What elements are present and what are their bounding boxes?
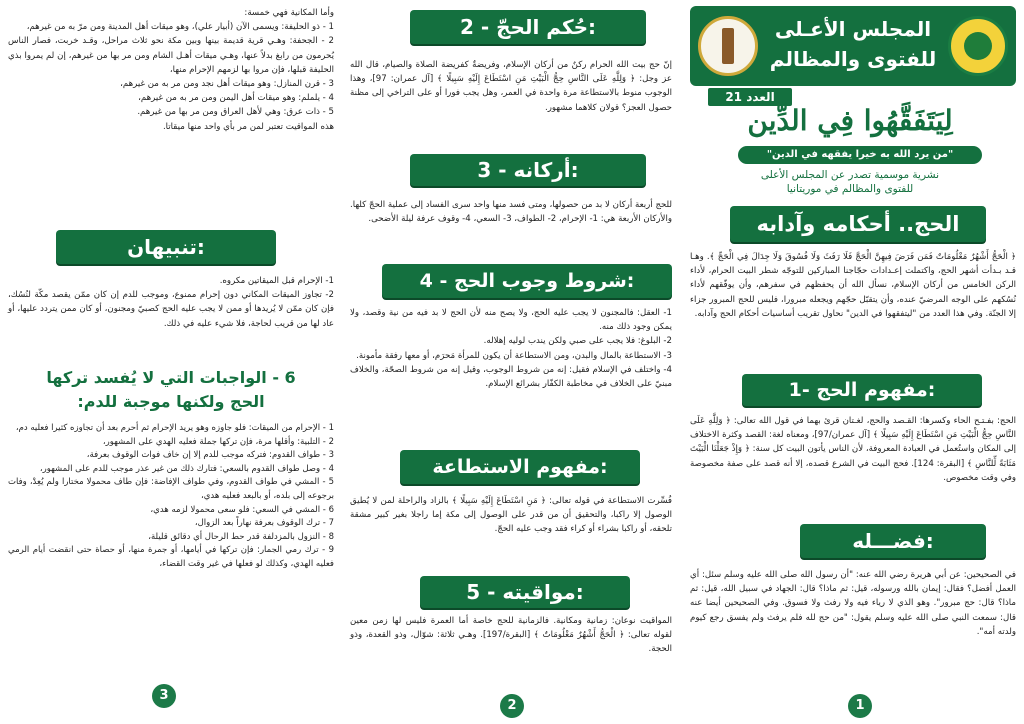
newsletter-subtitle: نشرية موسمية تصدر عن المجلس الأعلى للفتوى والمظالم في موريتانيا — [760, 169, 940, 195]
section-ability-banner: مفهوم الاستطاعة: — [400, 450, 640, 484]
masthead — [690, 6, 1016, 86]
section-pillars-banner: 3 - أركانه: — [410, 154, 646, 186]
issue-badge: العدد 21 — [708, 88, 792, 106]
places-text: وأما المكانية فهي خمسة: 1 - ذو الحليفة: ويسمى الآن (أبيار علي)، وهو ميقات أهل المدينة ومن مرّ به من غيرهم، 2 - الجحفة: وهـي قرية قديمة بينها وبين مكة نحو ثلاث مراحل، وقـد خربت، فصار الناس يُحرمون من رابغ بدلاً عنها، وهـي ميقات أهـل الشام ومن مر بها من غيرهم، إن لم يمروا بذي الحليفة قبلها، فإن مروا بها لزمهم الإحرام منها، 3 - قرن المنازل: وهو ميقات أهل نجد ومن مر به من غيرهم، 4 - يلملم: وهو ميقات أهل اليمن ومن مر به من غيرهم، 5 - ذات عرق: وهي لأهل العراق ومن مر بها من غيرهم. هذه المواقيت تعتبر لمن مر بأي واحد منها ميقاتا. — [8, 8, 334, 132]
pillars-text: للحج أربعة أركان لا بد من حصولها، ومتى فسد منها واحد سرى الفساد إلى عملية الحجّ كلها. والأركان الأربعة هي: 1- الإحرام، 2- الطواف، 3- السعي، 4- وقوف عرفة ليلة الأضحى. — [350, 200, 672, 225]
newsletter-slogan: لِيَتَفَقَّهُوا فِي الدِّين — [747, 104, 953, 137]
list-item: 6 - المشي في السعي: فلو سعى محمولا لزمه هدي، — [150, 504, 334, 515]
section-conditions-banner: 4 - شروط وجوب الحج: — [382, 264, 672, 298]
list-item: 2 - التلبية: وأقلها مرة، فإن تركها جملة فعليه الهدي على المشهور، — [102, 436, 334, 447]
main-title-banner: الحج.. أحكامه وآدابه — [730, 206, 986, 242]
concept-text: الحج: بفـتـح الحاء وكسرها: القـصد والحج، لغـتان قرئ بهما في قول الله تعالى: ﴿ وَلِلَّهِ عَلَى النَّاسِ حِجُّ الْبَيْتِ مَنِ اسْتَطَاعَ إِلَيْهِ سَبِيلًا ﴾ [آل عمران/97]، ومعناه لغة: القصد وكثرة الاختلاف إلى المكان واستُعمل في العبادة المعروفة، لأن الناس يأتون البيت كل سنة: ﴿ وَإِذْ جَعَلْنَا الْبَيْتَ مَثَابَةً لِّلنَّاسِ ﴾ [البقرة: 124]. فحج البيت في الشرع قصده، إلا أنه قصد على صفة مخصوصة وفي وقت مخصوص. — [690, 416, 1016, 483]
section-virtue-banner: فضـــله: — [800, 524, 986, 558]
conditions-text: 1- العقل: فالمجنون لا يجب عليه الحج، ولا يصح منه لأن الحج لا بد فيه من نية وقصد، ولا يمكن وجود ذلك منه. 2- البلوغ: فلا يجب على صبي ولكن يندب لوليه إهلاله. 3- الاستطاعة بالمال والبدن، ومن الاستطاعة أن يكون للمرأة مَحرَم، أو معها رفقة مأمونة. 4- واختلف في الإسلام فقيل: إنه من شروط الوجوب، وقيل إنه من شروط الصحّة، والخلاف مبنيّ على الخلاف في مخاطبة الكفّار بشرائع الإسلام. — [350, 308, 672, 390]
list-item: 3 - طواف القدوم: فتركه موجب للدم إلا إن خاف فوات الوقوف بعرفة، — [86, 450, 334, 461]
section-ruling-banner: 2 - حُكم الحجّ: — [410, 10, 646, 44]
page-number-1: 1 — [848, 694, 872, 718]
notes-text: 1- الإحرام قبل الميقاتين مكروه. 2- تجاوز الميقات المكاني دون إحرام ممنوع، وموجب للدم إن كان ممّن يقصد مكّة لنُسُك، فإن كان ممّن لا يُريدها أو ممن لا يجب عليه الحج كصبيّ ومجنون، أو كان ممن يتردد عليها، أو عاد لها من قريب لحاجة، فلا شيء عليه في ذلك. — [8, 276, 334, 329]
page-number-2: 2 — [500, 694, 524, 718]
list-item: 5 - المشي في طواف القدوم، وفي طواف الإفاضة: فإن طاف محمولا مختارا ولم يُعِدْ، وفات برجوعه إلى بلده، أو بالبعد فعليه هدي، — [8, 477, 334, 501]
council-logo-icon — [698, 16, 758, 76]
list-item: 1 - الإحرام من الميقات: فلو جاوزه وهو يريد الإحرام ثم أحرم بعد أن تجاوزه كثيرا فعليه دم، — [15, 423, 334, 433]
times-text: المواقيت نوعان: زمانية ومكانية. فالزمانية للحج خاصة أما العمرة فليس لها زمن معين لقوله تعالى: ﴿ الْحَجُّ أَشْهُرٌ مَعْلُومَاتٌ ﴾ [البقرة/197]. وهـي ثلاثة: شوّال، وذو القعدة، وذو الحجة. — [350, 616, 672, 655]
masthead-title: المجلس الأعـلى للفتوى والمظالم — [769, 17, 937, 71]
ability-text: فُسِّرت الاستطاعة في قوله تعالى: ﴿ مَنِ اسْتَطَاعَ إِلَيْهِ سَبِيلًا ﴾ بالزاد والراحلة لمن لا يُطيق الوصول إلا راكبا، والتحقيق أن من قدر على الوصول إلى مكة إما راجلا بغير كبير مشقة تلحقه، أو راكبا بشراء أو كراء فقد وجب عليه الحجّ. — [350, 496, 672, 535]
list-item: 4 - وصل طواف القدوم بالسعي: فتارك ذلك من غير عذر موجب للدم على المشهور، — [39, 463, 334, 474]
list-item: 8 - النزول بالمزدلفة قدر حط الرحال أي دقائق قليلة، — [148, 531, 334, 542]
section-obligations-title: 6 - الواجبات التي لا يُفسد تركها الحج ولكنها موجبة للدم: — [46, 368, 296, 411]
list-item: 7 - ترك الوقوف بعرفة نهاراً بعد الزوال، — [194, 518, 334, 529]
intro-text: ﴿ الْحَجُّ أَشْهُرٌ مَعْلُومَاتٌ فَمَن فَرَضَ فِيهِنَّ الْحَجَّ فَلَا رَفَثَ وَلَا فُسُوقَ وَلَا جِدَالَ فِي الْحَجِّ ﴾. وهـا قـد بـدأت أشهر الحج، واكتملت إعـدادات حجّاجنا المباركين للتوجّه شطر البيت الحرام، لأداء الركن الخامس من أركان الإسلام، نسأل الله أن يحفظهم في سفرهم، وأن يوفّقهم لأداء نُسُكهم على الوجه المرضيّ عنده، وأن يتقبّل حجّهم ويجعله مبرورا، فليس للحج المبرور جزاء إلا الجنّة. وفي هذا العدد من "ليتفقهوا في الدين" نحاول تقريب أساسيات أحكام الحج وآدابه. — [690, 252, 1016, 319]
section-times-banner: 5 - مواقيته: — [420, 576, 630, 608]
state-emblem-icon — [948, 16, 1008, 76]
obligations-list — [8, 422, 334, 572]
ruling-text: إنّ حج بيت الله الحرام ركنٌ من أركان الإسلام، وفريضةٌ كفريضة الصلاة والصيام، قال الله عز وجل: ﴿ وَلِلَّهِ عَلَى النَّاسِ حِجُّ الْبَيْتِ مَنِ اسْتَطَاعَ إِلَيْهِ سَبِيلًا ﴾ [آل عمران: 97]، وهذا الوجوب منوط بالاستطاعة مرة واحدة في العمر، وهل يجب فورا أو على التراخي إلى مظنة حصول العجز؟ قولان كلاهما مشهور. — [350, 60, 672, 113]
virtue-text: في الصحيحين: عن أبي هريرة رضي الله عنه: "أن رسول الله صلى الله عليه وسلم سئل: أي العمل أفضل؟ فقال: إيمان بالله ورسوله، قيل: ثم ماذا؟ قال: الجهاد في سبيل الله، قيل: ثم ماذا؟ قال: حج مبرور". وهو الذي لا رياء فيه ولا رفث ولا فسوق. وفي الصحيحين أيضا عنه قال: سمعت النبي صلى الله عليه وسلم يقول: "من حج لله فلم يرفث ولم يفسق رجع كيوم ولدته أمه". — [690, 570, 1016, 637]
hadith-banner: "من يرد الله به خيرا يفقهه في الدين" — [738, 146, 982, 164]
section-concept-banner: 1- مفهوم الحج: — [742, 374, 982, 406]
list-item: 9 - ترك رمي الجمار: فإن تركها في أيامها، أو جمرة منها، أو حصاة حتى انقضت أيام الرمي فعليه الهدي، وكذلك لو فعلها في غير وقت القضاء، — [8, 545, 334, 569]
page-number-3: 3 — [152, 684, 176, 708]
section-notes-banner: تنبيهان: — [56, 230, 276, 264]
